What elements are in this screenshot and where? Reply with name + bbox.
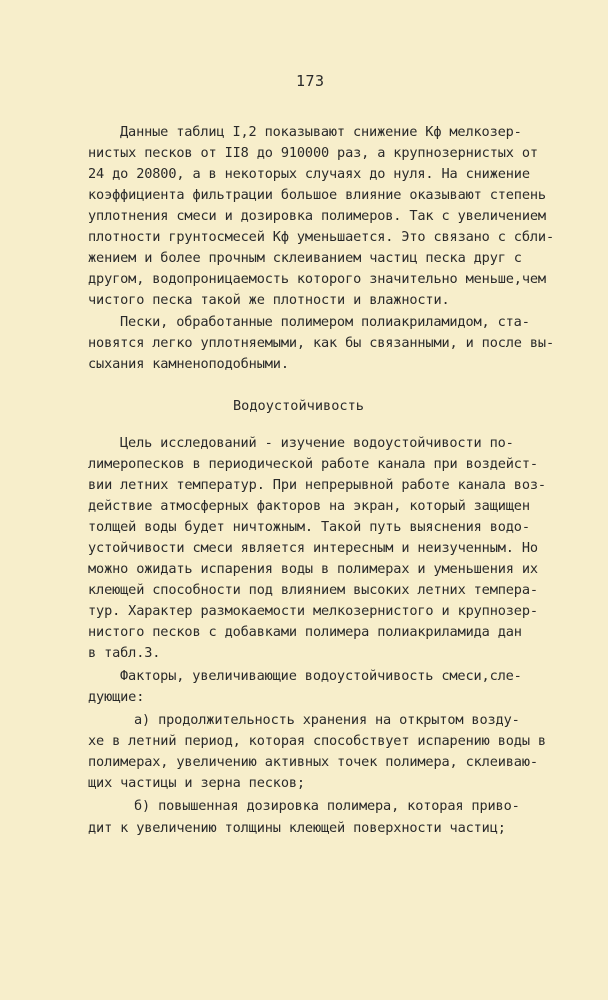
text-line: Пески, обработанные полимером полиакриламидом, ста-	[120, 314, 530, 330]
text-line: устойчивости смеси является интересным и неизученным. Но	[88, 540, 538, 556]
text-line: полимерах, увеличению активных точек полимера, склеиваю-	[88, 754, 538, 770]
text-line: клеющей способности под влиянием высоких летних темпера-	[88, 582, 538, 598]
text-line: новятся легко уплотняемыми, как бы связанными, и после вы-	[88, 335, 554, 351]
text-line: можно ожидать испарения воды в полимерах и уменьшения их	[88, 561, 538, 577]
text-line: жением и более прочным склеиванием частиц песка друг с	[88, 250, 522, 266]
text-line: действие атмосферных факторов на экран, который защищен	[88, 498, 530, 514]
text-line: в табл.3.	[88, 645, 161, 661]
text-line: дующие:	[88, 689, 145, 705]
text-line: толщей воды будет ничтожным. Такой путь выяснения водо-	[88, 519, 530, 535]
text-line: коэффициента фильтрации большое влияние оказывают степень	[88, 187, 546, 203]
text-line: сыхания камненоподобными.	[88, 356, 289, 372]
text-line: дит к увеличению толщины клеющей поверхности частиц;	[88, 820, 506, 836]
section-heading: Водоустойчивость	[233, 398, 364, 414]
text-line: а) продолжительность хранения на открытом возду-	[134, 712, 520, 728]
text-line: вии летних температур. При непрерывной работе канала воз-	[88, 477, 546, 493]
text-line: 24 до 20800, а в некоторых случаях до нуля. На снижение	[88, 166, 530, 182]
text-line: щих частицы и зерна песков;	[88, 775, 305, 791]
text-line: лимеропесков в периодической работе канала при воздейст-	[88, 456, 538, 472]
text-line: плотности грунтосмесей Кф уменьшается. Это связано с сбли-	[88, 229, 554, 245]
text-line: другом, водопроницаемость которого значительно меньше,чем	[88, 271, 546, 287]
text-line: нистых песков от II8 до 910000 раз, а крупнозернистых от	[88, 145, 538, 161]
text-line: чистого песка такой же плотности и влажности.	[88, 292, 450, 308]
text-line: хе в летний период, которая способствует испарению воды в	[88, 733, 546, 749]
text-line: б) повышенная дозировка полимера, которая приво-	[134, 798, 520, 814]
text-line: Факторы, увеличивающие водоустойчивость смеси,сле-	[120, 668, 522, 684]
text-line: Цель исследований - изучение водоустойчивости по-	[120, 435, 514, 451]
text-line: уплотнения смеси и дозировка полимеров. Так с увеличением	[88, 208, 546, 224]
page-number: 173	[296, 72, 325, 90]
text-line: Данные таблиц I,2 показывают снижение Кф мелкозер-	[120, 124, 522, 140]
text-line: нистого песков с добавками полимера полиакриламида дан	[88, 624, 522, 640]
text-line: тур. Характер размокаемости мелкозернистого и крупнозер-	[88, 603, 538, 619]
